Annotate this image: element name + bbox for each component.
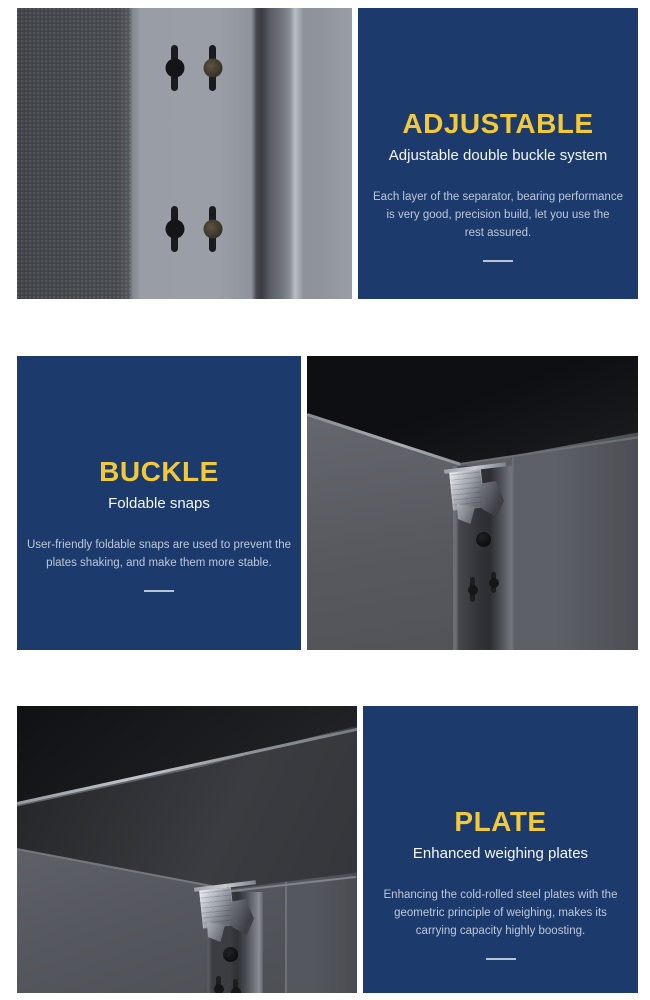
divider-dash bbox=[483, 260, 513, 262]
keyhole-slot bbox=[216, 976, 221, 993]
feature-section-buckle bbox=[17, 356, 638, 650]
keyhole-slot bbox=[171, 45, 178, 91]
bolt-hole bbox=[476, 532, 491, 547]
divider-dash bbox=[144, 590, 174, 592]
description-line: User-friendly foldable snaps are used to prevent the bbox=[26, 539, 291, 551]
cabinet-wall bbox=[512, 426, 638, 650]
buckle-tab bbox=[457, 504, 475, 524]
feature-description bbox=[17, 536, 301, 572]
keyhole-slot bbox=[491, 572, 496, 593]
keyhole-slot bbox=[470, 577, 475, 602]
bolt-hole bbox=[223, 947, 238, 962]
feature-section-adjustable bbox=[17, 8, 638, 299]
buckle-body bbox=[449, 469, 485, 510]
buckle-wing bbox=[480, 481, 504, 517]
feature-description bbox=[358, 188, 638, 242]
keyhole-slot bbox=[233, 979, 238, 993]
feature-subtitle: Enhanced weighing plates bbox=[412, 845, 589, 862]
product-photo-plate-corner bbox=[17, 706, 357, 993]
description-line: Enhancing the cold-rolled steel plates with the bbox=[383, 889, 618, 901]
keyhole-slot bbox=[209, 206, 216, 252]
feature-subtitle: Foldable snaps bbox=[108, 495, 210, 512]
buckle-wing bbox=[230, 899, 254, 935]
description-line: carrying capacity highly boosting. bbox=[415, 925, 586, 937]
feature-title: BUCKLE bbox=[99, 456, 219, 487]
buckle-body bbox=[199, 887, 235, 928]
feature-panel-plate bbox=[363, 706, 638, 993]
feature-panel-buckle bbox=[17, 356, 301, 650]
feature-section-plate bbox=[17, 706, 638, 993]
feature-description bbox=[363, 886, 638, 940]
buckle-clip bbox=[449, 468, 503, 526]
keyhole-slot bbox=[171, 206, 178, 252]
feature-title: PLATE bbox=[454, 806, 547, 837]
keyhole-slot bbox=[209, 45, 216, 91]
description-line: is very good, precision build, let you use the bbox=[386, 209, 610, 221]
product-photo-corner-buckle bbox=[307, 356, 638, 650]
divider-dash bbox=[486, 958, 516, 960]
description-line: rest assured. bbox=[464, 227, 532, 239]
description-line: geometric principle of weighing, makes its bbox=[394, 907, 607, 919]
feature-subtitle: Adjustable double buckle system bbox=[388, 147, 608, 164]
product-photo-upright-keyhole-slots bbox=[17, 8, 352, 299]
feature-title: ADJUSTABLE bbox=[402, 108, 594, 139]
feature-panel-adjustable bbox=[358, 8, 638, 299]
buckle-clip bbox=[199, 886, 253, 944]
description-line: Each layer of the separator, bearing performance bbox=[373, 191, 623, 203]
buckle-tab bbox=[207, 922, 225, 942]
description-line: plates shaking, and make them more stable. bbox=[46, 557, 272, 569]
